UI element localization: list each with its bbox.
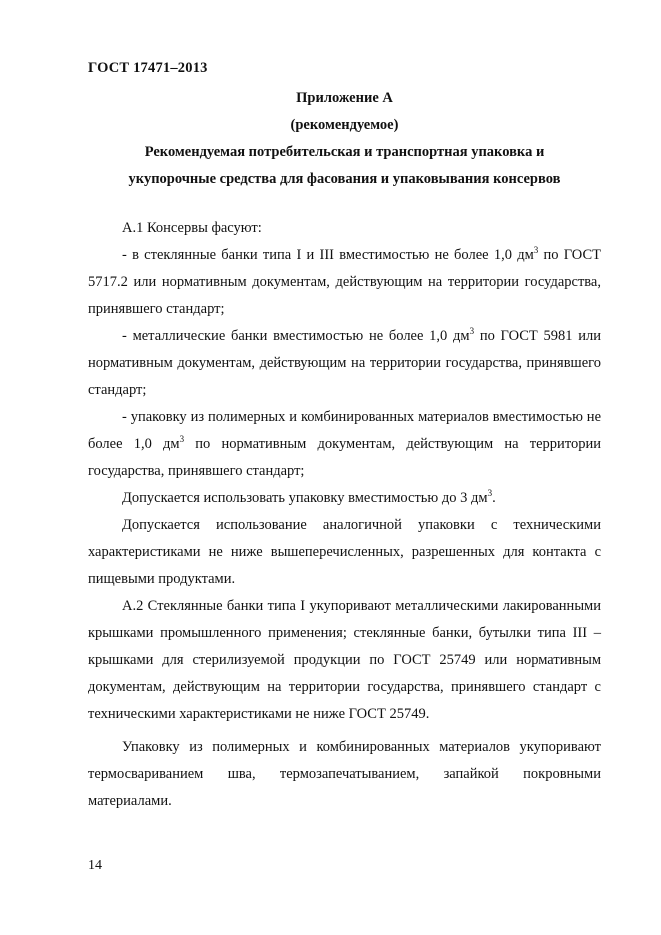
- paragraph-allowed-volume: [88, 485, 601, 512]
- appendix-status: (рекомендуемое): [290, 117, 399, 133]
- paragraph-glass-jars-text-a: - в стеклянные банки типа I и III вместимостью не более 1,0 дм: [122, 247, 534, 263]
- appendix-heading-line1: Рекомендуемая потребительская и транспортная упаковка и: [144, 144, 545, 160]
- paragraph-polymer-packaging-text-b: по нормативным документам, действующим на территории государства, принявшего стандарт;: [88, 436, 601, 479]
- paragraph-analogous-packaging: Допускается использование аналогичной упаковки с техническими характеристиками не ниже вышеперечисленных, разрешенных для контакта с пищевыми продуктами.: [88, 517, 601, 587]
- paragraph-a1: А.1 Консервы фасуют:: [122, 220, 262, 236]
- paragraph-a2: А.2 Стеклянные банки типа I укупоривают металлическими лакированными крышками промышленного применения; стеклянные банки, бутылки типа III – крышками для стерилизуемой продукции по ГОСТ 25749 или нормативным документам, действующим на территории государства, принявшего стандарт с техническими характеристиками не ниже ГОСТ 25749.: [88, 598, 601, 722]
- superscript-3: 3: [487, 488, 493, 498]
- appendix-title: Приложение А: [296, 90, 393, 106]
- paragraph-glass-jars: [88, 242, 601, 323]
- paragraph-polymer-packaging: [88, 404, 601, 485]
- paragraph-allowed-volume-text-b: .: [492, 490, 496, 506]
- appendix-title-block: [88, 85, 601, 192]
- paragraph-polymer-sealing: Упаковку из полимерных и комбинированных материалов укупоривают термосвариванием шва, термозапечатыванием, запайкой покровными материалами.: [88, 739, 601, 809]
- document-number-header: ГОСТ 17471–2013: [88, 60, 208, 76]
- paragraph-allowed-volume-text-a: Допускается использовать упаковку вместимостью до 3 дм: [122, 490, 488, 506]
- paragraph-metal-cans-text-a: - металлические банки вместимостью не более 1,0 дм: [122, 328, 470, 344]
- paragraph-metal-cans: [88, 323, 601, 404]
- document-body: [88, 215, 601, 815]
- superscript-3: 3: [179, 434, 185, 444]
- page-number: 14: [88, 858, 102, 873]
- superscript-3: 3: [533, 245, 539, 255]
- paragraph-metal-cans-text-b: по ГОСТ 5981 или нормативным документам, действующим на территории государства, принявшего стандарт;: [88, 328, 601, 398]
- paragraph-glass-jars-text-b: по ГОСТ 5717.2 или нормативным документам, действующим на территории государства, принявшего стандарт;: [88, 247, 601, 317]
- appendix-heading-line2: укупорочные средства для фасования и упаковывания консервов: [128, 171, 561, 187]
- superscript-3: 3: [469, 326, 475, 336]
- paragraph-polymer-packaging-text-a: - упаковку из полимерных и комбинированных материалов вместимостью не более 1,0 дм: [88, 409, 601, 452]
